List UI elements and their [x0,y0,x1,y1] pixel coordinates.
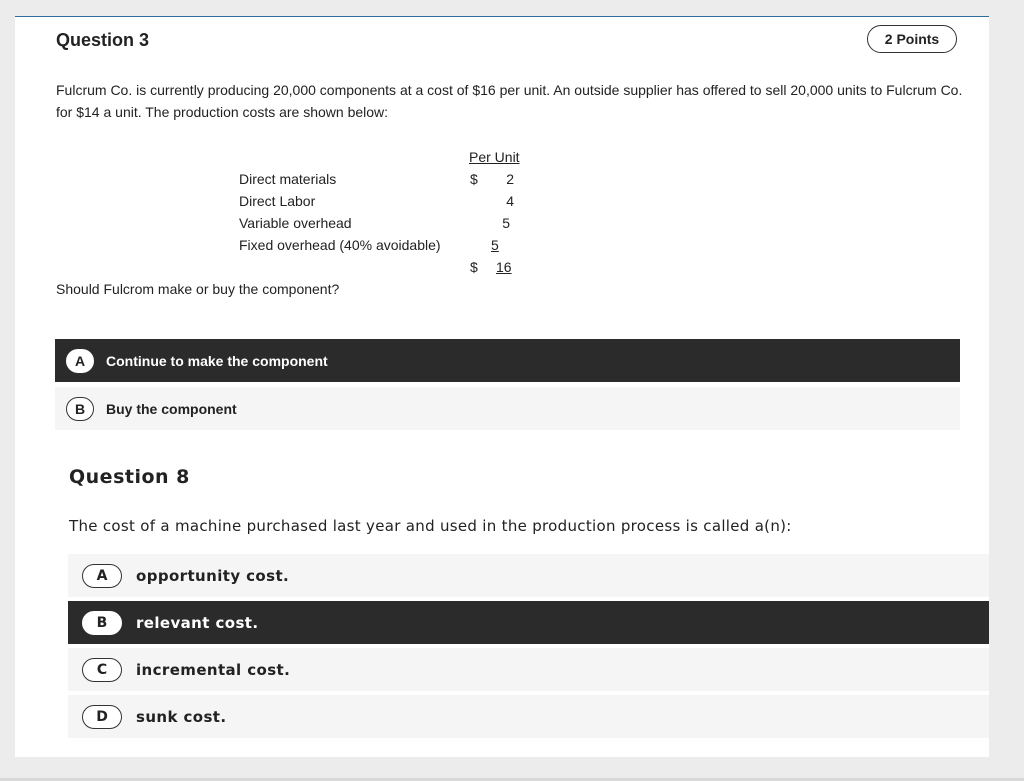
question-8-text: The cost of a machine purchased last year and used in the production process is called a(n): [69,517,792,535]
question-8-title: Question 8 [69,466,190,488]
option-letter: B [66,397,94,421]
quiz-card [15,16,989,757]
option-text: opportunity cost. [136,566,290,585]
option-letter: D [82,705,122,729]
option-text: Continue to make the component [106,352,328,369]
option-letter: C [82,658,122,682]
option-text: sunk cost. [136,707,227,726]
total-value: 16 [496,259,512,275]
q8-option-b[interactable] [68,601,989,644]
total-currency: $ [470,259,478,275]
q8-option-d[interactable] [68,695,989,738]
cost-row-label: Direct materials [239,171,337,187]
q8-option-a[interactable] [68,554,989,597]
per-unit-header: Per Unit [469,149,520,165]
cost-row-value: 5 [491,237,499,253]
cost-row-label: Fixed overhead (40% avoidable) [239,237,441,253]
option-letter: B [82,611,122,635]
points-badge: 2 Points [867,25,957,53]
option-letter: A [82,564,122,588]
q8-option-c[interactable] [68,648,989,691]
q3-option-b[interactable] [55,387,960,430]
q3-option-a[interactable] [55,339,960,382]
question-3-title: Question 3 [56,30,150,50]
cost-row-label: Direct Labor [239,193,316,209]
option-letter: A [66,349,94,373]
cost-table [15,17,989,297]
option-text: Buy the component [106,400,237,417]
cost-row-label: Variable overhead [239,215,352,231]
option-text: relevant cost. [136,613,259,632]
question-3-prompt: Should Fulcrom make or buy the component? [56,281,340,297]
cost-row-value: 4 [506,193,514,209]
cost-row-value: 2 [506,171,514,187]
cost-row-currency: $ [470,171,478,187]
option-text: incremental cost. [136,660,291,679]
cost-row-value: 5 [502,215,510,231]
question-3-text: Fulcrum Co. is currently producing 20,000 components at a cost of $16 per unit. An outside supplier has offered to sell 20,000 units to Fulcrum Co. for $14 a unit. The production costs are shown below: [56,82,963,120]
